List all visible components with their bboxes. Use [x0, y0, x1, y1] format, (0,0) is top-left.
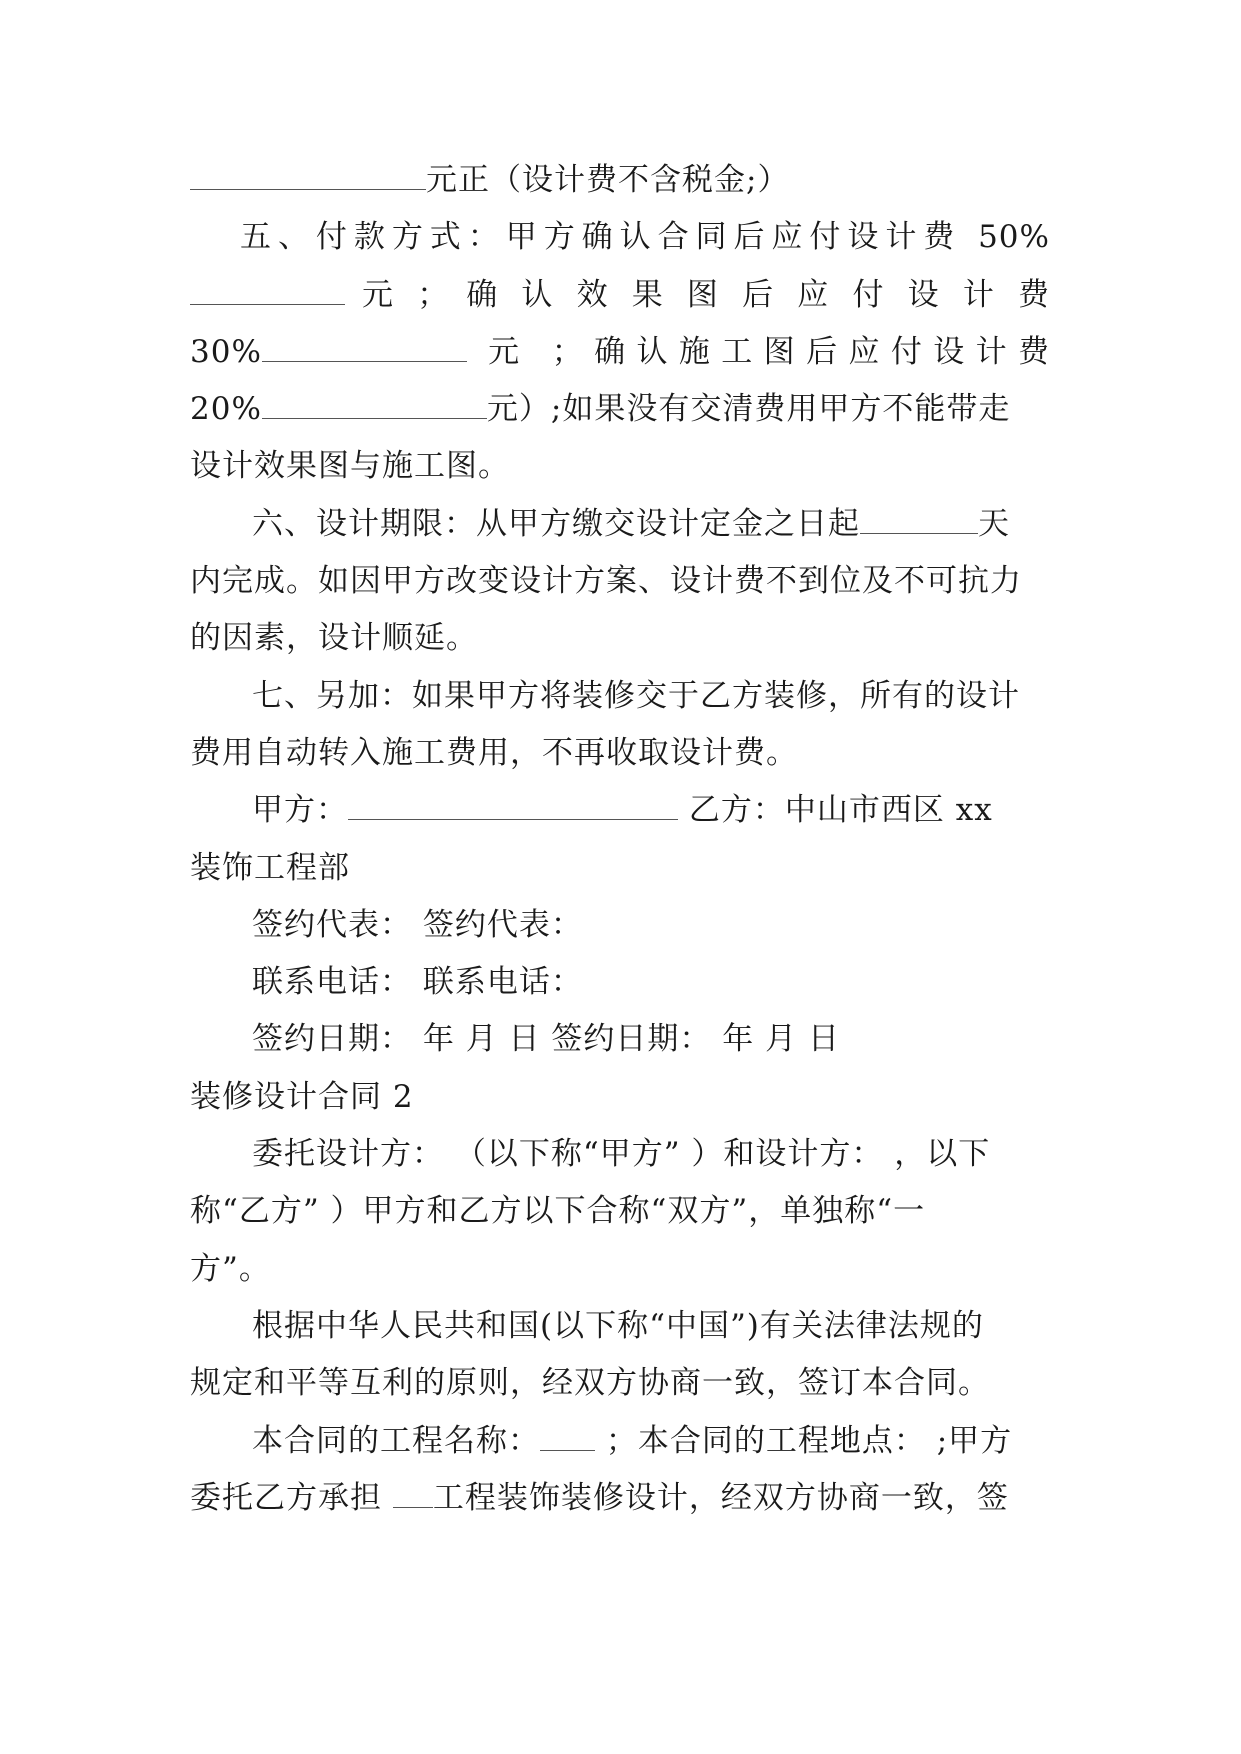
signature-phone-line — [190, 954, 1050, 1011]
text-segment: 根据中华人民共和国(以下称“中国”)有关法律法规的 — [252, 1307, 984, 1344]
text-segment: 甲方： — [252, 792, 348, 829]
text-segment: 装修设计合同 2 — [190, 1078, 414, 1115]
text-segment: 方”。 — [190, 1250, 271, 1287]
text-segment: 委托乙方承担 — [190, 1479, 393, 1516]
text-segment: 委托设计方： （以下称“甲方” ）和设计方： ，以下 — [252, 1136, 991, 1173]
text-line — [190, 381, 1050, 438]
text-line — [190, 1355, 1050, 1412]
text-segment: ；本合同的工程地点： ;甲方 — [595, 1422, 1013, 1459]
text-segment: 天 — [978, 505, 1010, 542]
text-segment: 五、付款方式：甲方确认合同后应付设计费 50% — [240, 219, 1050, 256]
signature-date-line — [190, 1011, 1050, 1068]
text-segment: 元 ；确认施工图后应付设计费 — [466, 333, 1050, 370]
text-line — [190, 1470, 1050, 1527]
text-line — [190, 1183, 1050, 1240]
signature-party-line — [190, 782, 1050, 839]
text-line — [190, 1126, 1050, 1183]
text-segment: 元 ； 确 认 效 果 图 后 应 付 设 计 费 — [345, 276, 1050, 313]
text-segment: 签约代表： 签约代表： — [252, 906, 583, 943]
text-segment: 称“乙方” ）甲方和乙方以下合称“双方”，单独称“一 — [190, 1193, 926, 1230]
paragraph-line-payment — [190, 209, 1050, 266]
text-line — [190, 438, 1050, 495]
fill-in-blank — [262, 335, 467, 362]
text-line — [190, 725, 1050, 782]
signature-representative-line — [190, 897, 1050, 954]
fill-in-blank — [262, 392, 487, 419]
fill-in-blank — [393, 1480, 433, 1507]
document-page — [190, 152, 1050, 1527]
text-segment: 元）;如果没有交清费用甲方不能带走 — [486, 391, 1011, 428]
text-line — [190, 610, 1050, 667]
text-segment: 的因素，设计顺延。 — [190, 620, 478, 657]
text-line — [190, 1298, 1050, 1355]
text-segment: 内完成。如因甲方改变设计方案、设计费不到位及不可抗力 — [190, 563, 1022, 600]
text-segment: 六、设计期限：从甲方缴交设计定金之日起 — [252, 505, 860, 542]
text-segment: 七、另加：如果甲方将装修交于乙方装修，所有的设计 — [252, 677, 1020, 714]
text-line — [190, 267, 1050, 324]
fill-in-blank — [540, 1423, 595, 1450]
text-line — [190, 1413, 1050, 1470]
text-segment: 工程装饰装修设计，经双方协商一致，签 — [432, 1479, 1009, 1516]
text-line — [190, 840, 1050, 897]
text-line — [190, 324, 1050, 381]
text-segment: 签约日期： 年 月 日 签约日期： 年 月 日 — [252, 1021, 840, 1058]
paragraph-line-deadline — [190, 496, 1050, 553]
text-segment: 元正（设计费不含税金;） — [426, 162, 790, 198]
text-segment: 20% — [190, 391, 262, 428]
text-segment: 设计效果图与施工图。 — [190, 448, 510, 485]
text-segment: 规定和平等互利的原则，经双方协商一致，签订本合同。 — [190, 1365, 990, 1402]
fill-in-blank — [860, 506, 978, 533]
text-segment: 乙方：中山市西区 xx — [678, 792, 993, 829]
text-segment: 装饰工程部 — [190, 849, 350, 886]
fill-in-blank — [348, 793, 678, 820]
text-line — [190, 152, 1050, 209]
section-title — [190, 1069, 1050, 1126]
text-line — [190, 553, 1050, 610]
text-segment: 联系电话： 联系电话： — [252, 964, 583, 1001]
fill-in-blank — [190, 277, 345, 304]
fill-in-blank — [190, 163, 426, 190]
text-line — [190, 1241, 1050, 1298]
text-segment: 本合同的工程名称： — [252, 1422, 540, 1459]
text-segment: 费用自动转入施工费用，不再收取设计费。 — [190, 734, 798, 771]
paragraph-line-additional — [190, 668, 1050, 725]
text-segment: 30% — [190, 333, 262, 370]
